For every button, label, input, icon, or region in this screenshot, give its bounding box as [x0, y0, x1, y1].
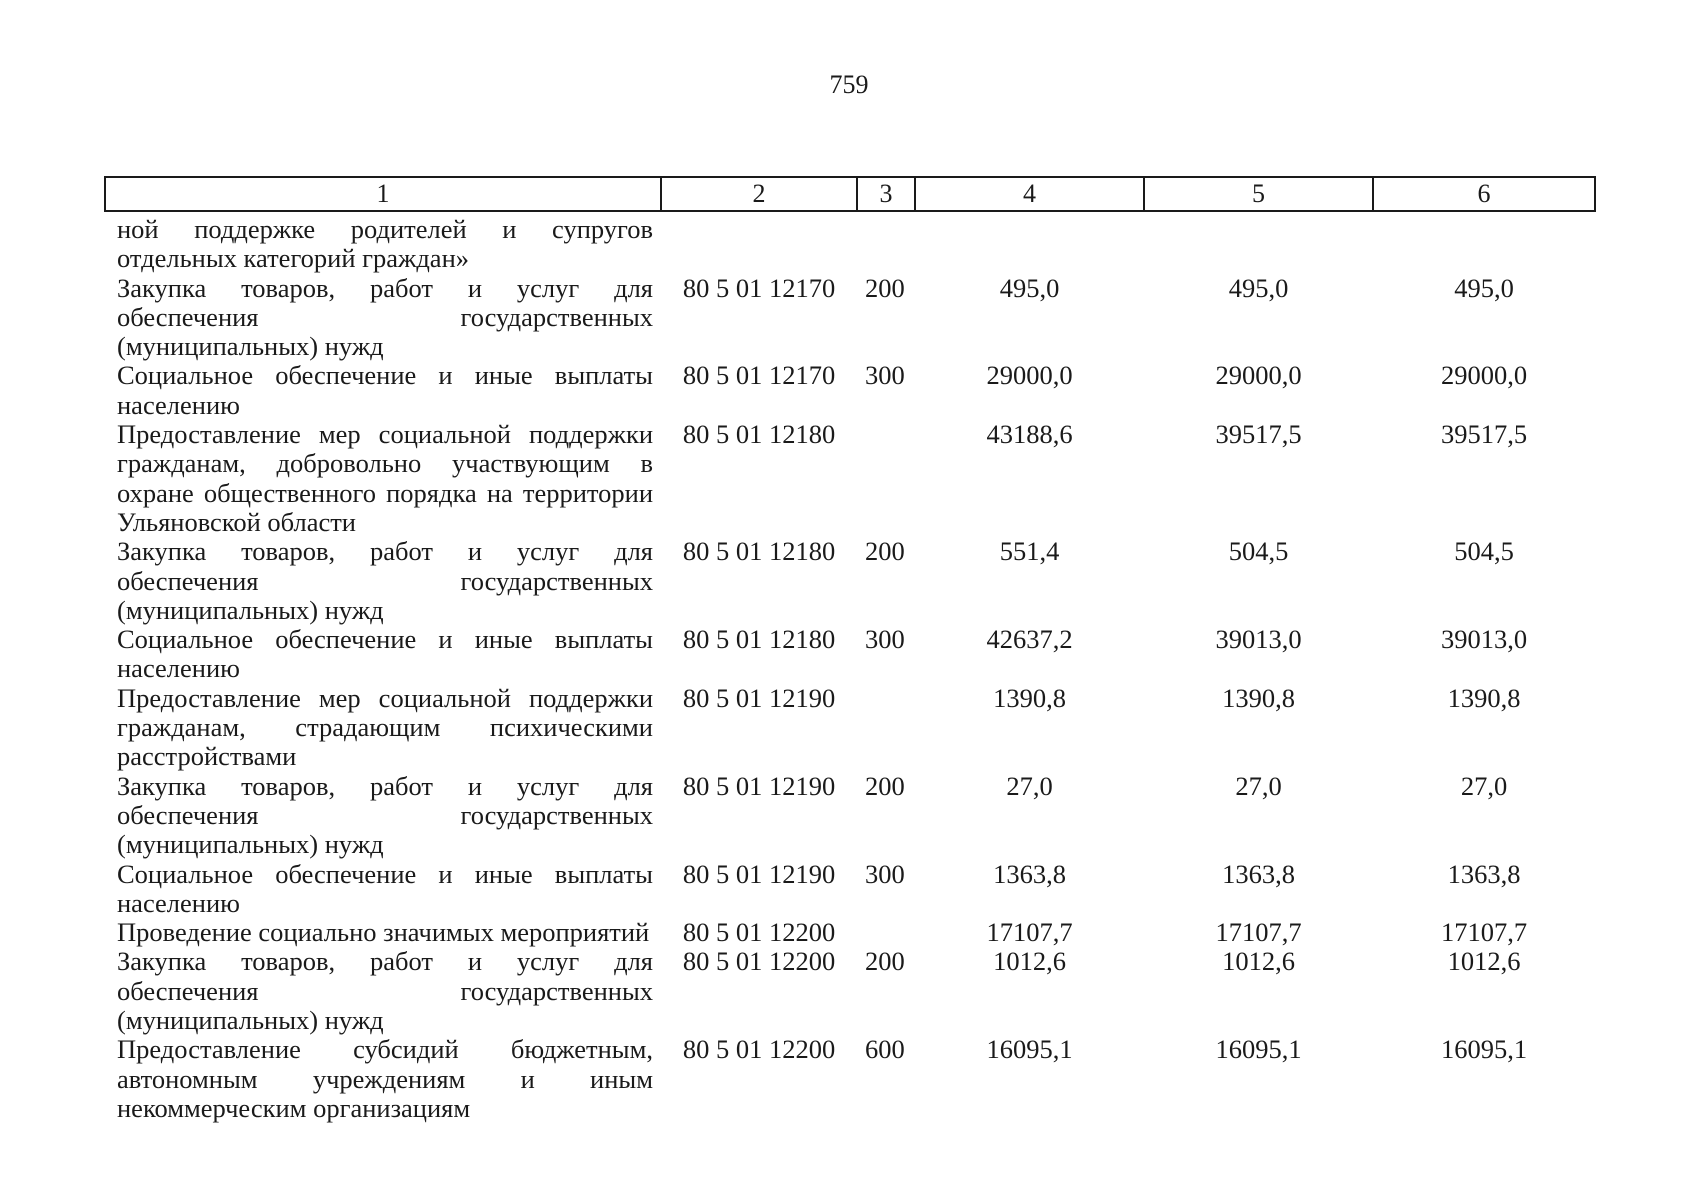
row-value-5: 1363,8: [1222, 858, 1295, 889]
row-type: 200: [865, 946, 905, 977]
table-row: [105, 420, 1595, 537]
row-value-6: 39517,5: [1440, 419, 1528, 450]
page-number: 759: [829, 70, 869, 99]
row-type: 300: [865, 858, 905, 889]
row-code: 80 5 01 12190: [682, 858, 836, 889]
row-value-4: 17107,7: [986, 917, 1073, 948]
column-header-4: 4: [915, 177, 1144, 211]
column-header-6: 6: [1373, 177, 1595, 211]
row-type: [857, 211, 915, 274]
row-value-5: 1012,6: [1222, 946, 1295, 977]
row-name: Закупка товаров, работ и услуг для обеспечения государственных (муниципальных) нужд: [117, 272, 653, 362]
row-value-6: 29000,0: [1440, 360, 1528, 391]
table-row: [105, 625, 1595, 684]
table-row: [105, 274, 1595, 362]
row-type: 300: [865, 624, 905, 655]
row-value-4: 27,0: [1006, 770, 1053, 801]
column-header-1: 1: [105, 177, 661, 211]
row-value-6: 495,0: [1454, 272, 1514, 303]
table-row: [105, 918, 1595, 947]
row-value-6: 1363,8: [1447, 858, 1521, 889]
row-value-4: [915, 211, 1144, 274]
row-value-5: 39517,5: [1215, 419, 1302, 450]
row-value-4: 29000,0: [986, 360, 1073, 391]
row-code: 80 5 01 12200: [682, 917, 836, 948]
table-row: [105, 211, 1595, 274]
row-value-6: 504,5: [1454, 536, 1514, 567]
row-value-4: 551,4: [999, 536, 1060, 567]
row-code: 80 5 01 12190: [682, 770, 836, 801]
row-name: Проведение социально значимых мероприятий: [117, 917, 650, 948]
budget-table: [104, 176, 1596, 1123]
table-row: [105, 860, 1595, 919]
row-name: Закупка товаров, работ и услуг для обеспечения государственных (муниципальных) нужд: [117, 770, 653, 860]
table-row: [105, 537, 1595, 625]
row-value-4: 43188,6: [986, 419, 1073, 450]
row-value-4: 1012,6: [993, 946, 1066, 977]
row-value-5: 16095,1: [1215, 1034, 1302, 1065]
row-code: 80 5 01 12170: [682, 272, 836, 303]
table-row: [105, 361, 1595, 420]
row-name: ной поддержке родителей и супругов отдельных категорий граждан»: [117, 214, 653, 274]
row-type: [857, 684, 915, 772]
row-type: 200: [865, 770, 905, 801]
row-name: Предоставление субсидий бюджетным, автономным учреждениям и иным некоммерческим организациям: [117, 1034, 653, 1123]
row-value-6: 27,0: [1460, 770, 1508, 801]
row-code: [661, 211, 857, 274]
row-value-5: 29000,0: [1215, 360, 1302, 391]
row-code: 80 5 01 12180: [682, 536, 836, 567]
column-header-row: [105, 177, 1595, 211]
row-type: 200: [865, 272, 905, 303]
table-row: [105, 772, 1595, 860]
row-type: [857, 420, 915, 537]
row-type: [857, 918, 915, 947]
row-value-4: 16095,1: [986, 1034, 1073, 1065]
row-value-6: [1373, 211, 1595, 274]
row-code: 80 5 01 12200: [682, 946, 836, 977]
column-header-2: 2: [661, 177, 857, 211]
table-row: [105, 684, 1595, 772]
row-type: 300: [865, 360, 905, 391]
row-type: 200: [865, 536, 905, 567]
row-value-4: 42637,2: [986, 624, 1073, 655]
row-name: Социальное обеспечение и иные выплаты населению: [117, 624, 653, 684]
row-name: Социальное обеспечение и иные выплаты населению: [117, 360, 653, 420]
row-value-5: [1144, 211, 1373, 274]
row-value-5: 27,0: [1235, 770, 1282, 801]
table-row: [105, 1035, 1595, 1123]
row-value-4: 1390,8: [993, 682, 1066, 713]
row-value-6: 1012,6: [1447, 946, 1521, 977]
row-value-6: 39013,0: [1440, 624, 1528, 655]
row-value-5: 39013,0: [1215, 624, 1302, 655]
row-value-4: 1363,8: [993, 858, 1066, 889]
row-name: Предоставление мер социальной поддержки гражданам, добровольно участвующим в охране общественного порядка на территории Ульяновской области: [117, 419, 653, 537]
row-name: Социальное обеспечение и иные выплаты населению: [117, 858, 653, 918]
table-row: [105, 947, 1595, 1035]
row-type: 600: [865, 1034, 905, 1065]
row-code: 80 5 01 12200: [682, 1034, 836, 1065]
row-code: 80 5 01 12190: [682, 682, 836, 713]
row-value-6: 1390,8: [1447, 682, 1521, 713]
row-value-6: 17107,7: [1440, 917, 1528, 948]
row-name: Предоставление мер социальной поддержки гражданам, страдающим психическими расстройствами: [117, 682, 653, 772]
row-name: Закупка товаров, работ и услуг для обеспечения государственных (муниципальных) нужд: [117, 536, 653, 625]
row-value-5: 1390,8: [1222, 682, 1295, 713]
column-header-3: 3: [857, 177, 915, 211]
row-value-5: 504,5: [1228, 536, 1289, 567]
row-code: 80 5 01 12180: [682, 624, 836, 655]
row-value-5: 495,0: [1228, 272, 1289, 303]
row-value-5: 17107,7: [1215, 917, 1302, 948]
column-header-5: 5: [1144, 177, 1373, 211]
row-code: 80 5 01 12180: [682, 419, 836, 450]
row-name: Закупка товаров, работ и услуг для обеспечения государственных (муниципальных) нужд: [117, 946, 653, 1036]
row-code: 80 5 01 12170: [682, 360, 836, 391]
row-value-6: 16095,1: [1440, 1034, 1528, 1065]
row-value-4: 495,0: [999, 272, 1060, 303]
